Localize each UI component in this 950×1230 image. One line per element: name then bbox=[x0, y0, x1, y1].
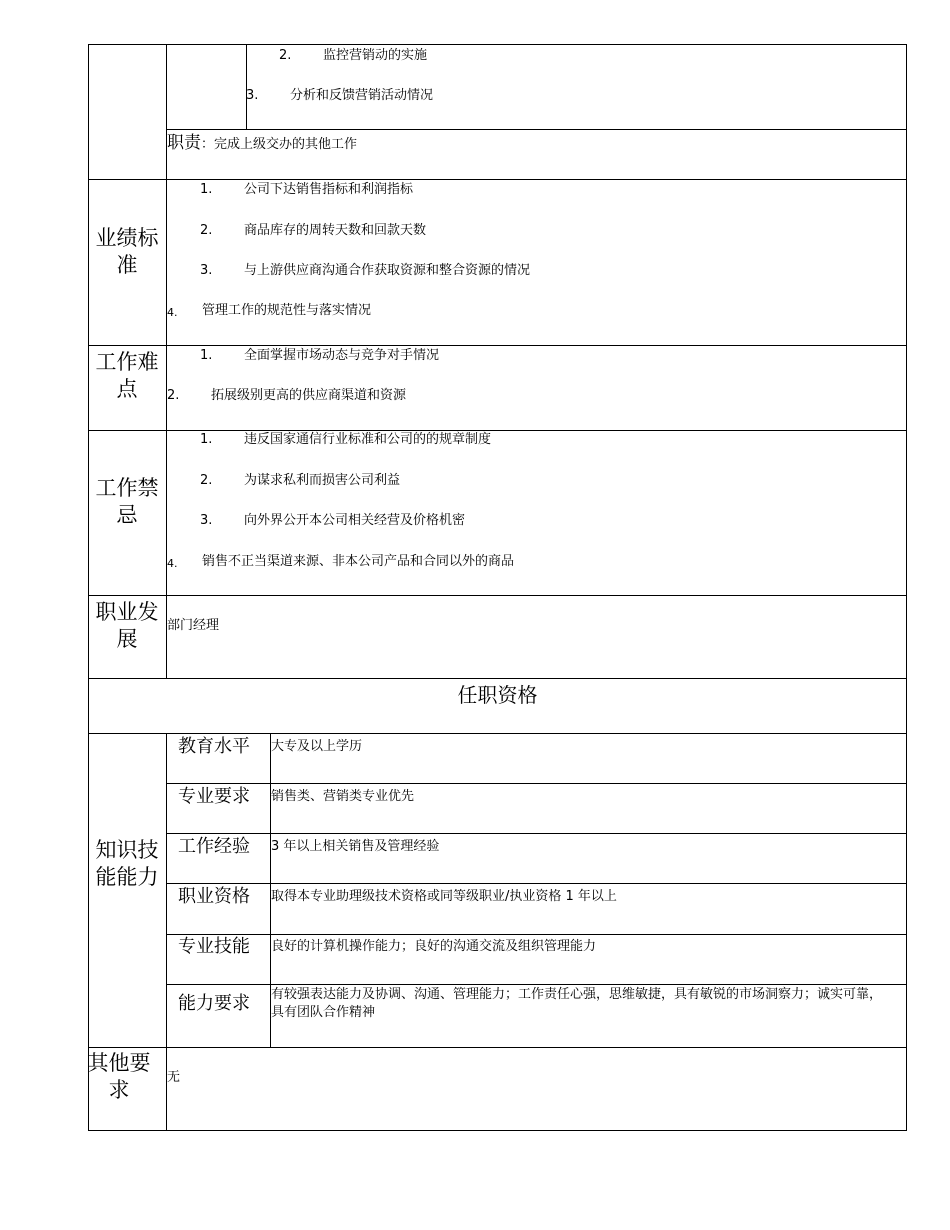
list-item-text: 管理工作的规范性与落实情况 bbox=[202, 303, 372, 318]
row-divider bbox=[88, 1047, 907, 1048]
knowledge-row-divider bbox=[166, 883, 907, 884]
list-item-text: 拓展级别更高的供应商渠道和资源 bbox=[211, 388, 407, 403]
list-item-text: 监控营销动的实施 bbox=[323, 48, 428, 63]
duty-text: ：完成上级交办的其他工作 bbox=[201, 137, 358, 152]
list-number: 1. bbox=[200, 432, 213, 447]
list-item-text: 为谋求私利而损害公司利益 bbox=[244, 473, 401, 488]
list-number: 2. bbox=[279, 48, 292, 63]
row-divider bbox=[88, 179, 907, 180]
list-item-text: 全面掌握市场动态与竞争对手情况 bbox=[244, 348, 440, 363]
knowledge-row-label: 专业技能 bbox=[178, 936, 250, 957]
qualification-title: 任职资格 bbox=[457, 683, 538, 707]
list-item-text: 分析和反馈营销活动情况 bbox=[290, 88, 434, 103]
knowledge-row-value: 有较强表达能力及协调、沟通、管理能力；工作责任心强，思维敏捷，具有敏锐的市场洞察力；诚实可靠，具有团队合作精神 bbox=[271, 987, 883, 1020]
list-item-text: 公司下达销售指标和利润指标 bbox=[244, 182, 414, 197]
knowledge-row-label: 专业要求 bbox=[178, 786, 250, 807]
list-number: 4. bbox=[167, 306, 178, 319]
knowledge-row-value: 取得本专业助理级技术资格或同等级职业/执业资格 1 年以上 bbox=[271, 889, 617, 904]
list-item-text: 销售不正当渠道来源、非本公司产品和合同以外的商品 bbox=[202, 554, 515, 569]
career-value: 部门经理 bbox=[167, 618, 220, 633]
list-number: 3. bbox=[246, 88, 259, 103]
list-number: 4. bbox=[167, 557, 178, 570]
list-number: 1. bbox=[200, 182, 213, 197]
section-label-prohibitions: 工作禁忌 bbox=[95, 476, 159, 527]
duty-line bbox=[167, 135, 357, 153]
list-number: 2. bbox=[200, 223, 213, 238]
list-number: 1. bbox=[200, 348, 213, 363]
row-divider bbox=[88, 733, 907, 734]
top-inner-divider bbox=[246, 44, 247, 129]
knowledge-row-label: 教育水平 bbox=[178, 736, 250, 757]
section-label-other: 其他要求 bbox=[87, 1051, 151, 1102]
knowledge-row-divider bbox=[166, 934, 907, 935]
section-label-performance: 业绩标准 bbox=[95, 226, 159, 277]
list-item-text: 商品库存的周转天数和回款天数 bbox=[244, 223, 427, 238]
list-number: 3. bbox=[200, 513, 213, 528]
list-number: 3. bbox=[200, 263, 213, 278]
row-divider bbox=[88, 595, 907, 596]
list-number: 2. bbox=[200, 473, 213, 488]
row-divider bbox=[88, 345, 907, 346]
list-item-text: 向外界公开本公司相关经营及价格机密 bbox=[244, 513, 466, 528]
list-item-text: 违反国家通信行业标准和公司的的规章制度 bbox=[244, 432, 492, 447]
knowledge-row-value: 良好的计算机操作能力；良好的沟通交流及组织管理能力 bbox=[271, 939, 597, 954]
section-label-career: 职业发展 bbox=[95, 600, 159, 651]
knowledge-row-divider bbox=[166, 984, 907, 985]
knowledge-row-value: 3 年以上相关销售及管理经验 bbox=[271, 839, 440, 854]
knowledge-row-label: 职业资格 bbox=[178, 886, 250, 907]
section-label-difficulty: 工作难点 bbox=[95, 350, 159, 401]
knowledge-row-value: 大专及以上学历 bbox=[271, 739, 363, 754]
duty-prefix: 职责 bbox=[167, 133, 201, 153]
knowledge-row-value: 销售类、营销类专业优先 bbox=[271, 789, 415, 804]
row-divider bbox=[166, 129, 907, 130]
knowledge-row-label: 工作经验 bbox=[178, 836, 250, 857]
section-label-knowledge: 知识技能能力 bbox=[95, 838, 159, 889]
list-number: 2. bbox=[167, 388, 180, 403]
knowledge-row-label: 能力要求 bbox=[178, 993, 250, 1014]
table-frame bbox=[88, 44, 907, 1131]
other-value: 无 bbox=[167, 1070, 181, 1085]
row-divider bbox=[88, 430, 907, 431]
knowledge-row-divider bbox=[166, 833, 907, 834]
row-divider bbox=[88, 678, 907, 679]
knowledge-row-divider bbox=[166, 783, 907, 784]
list-item-text: 与上游供应商沟通合作获取资源和整合资源的情况 bbox=[244, 263, 531, 278]
